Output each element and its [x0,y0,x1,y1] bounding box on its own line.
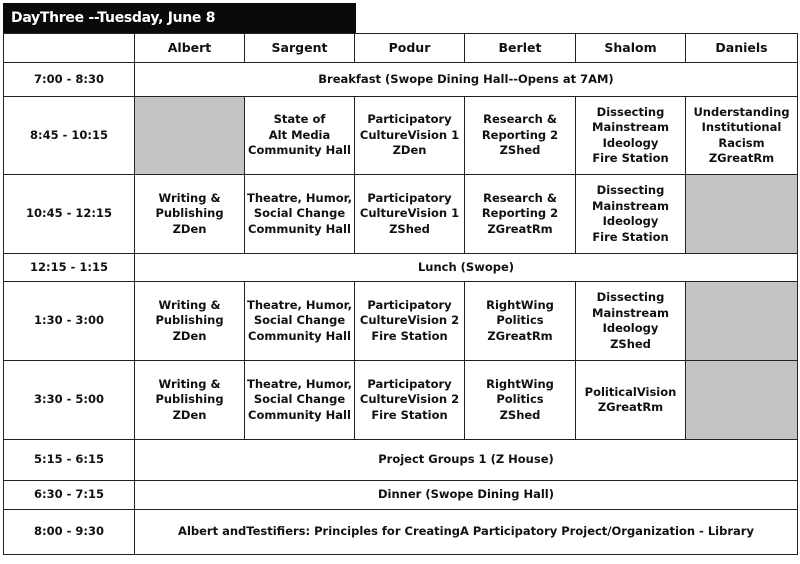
empty-slot [686,361,798,440]
session-cell [576,282,686,361]
session-text-line: Reporting 2 [481,206,559,221]
session-cell [576,97,686,175]
time-slot: 5:15 - 6:15 [4,440,135,481]
all-sessions-event: Project Groups 1 (Z House) [135,440,798,481]
session-text-line: CultureVision 2 [359,392,460,407]
session-cell [245,97,355,175]
session-text-line: ZGreatRm [597,400,664,414]
session-text-line: RightWing [486,376,554,391]
header-row [4,34,798,63]
schedule-row [4,97,798,175]
session-text-line: Theatre, Humor, [247,376,352,391]
session-text-line: Dissecting [596,290,665,304]
session-text-line: Publishing [155,206,224,221]
column-header: Shalom [576,34,686,63]
column-header: Sargent [245,34,355,63]
all-sessions-event: Lunch (Swope) [135,254,798,282]
session-text-line: ZShed [610,336,651,351]
session-text-line: Theatre, Humor, [247,190,352,205]
session-text-line: ZDen [172,407,207,422]
time-slot: 8:00 - 9:30 [4,510,135,555]
session-text-line: Fire Station [371,407,448,422]
session-cell [245,175,355,254]
schedule-row [4,510,798,555]
session-text-line: Writing & [158,190,221,205]
session-text-line: Fire Station [371,328,448,343]
session-text-line: CultureVision 1 [359,127,460,142]
all-sessions-event: Albert andTestifiers: Principles for CreatingA Participatory Project/Organization - Library [135,510,798,555]
session-text-line: ZGreatRm [708,151,775,165]
session-text-line: Politics [496,313,544,328]
session-text-line: ZGreatRm [487,328,553,343]
session-text-line: Theatre, Humor, [247,297,352,312]
schedule-row [4,254,798,282]
session-cell [355,282,465,361]
session-text-line: Publishing [155,313,224,328]
session-cell [245,361,355,440]
session-cell [465,97,576,175]
time-slot: 10:45 - 12:15 [4,175,135,254]
column-header: Daniels [686,34,798,63]
time-slot: 7:00 - 8:30 [4,63,135,97]
time-slot: 1:30 - 3:00 [4,282,135,361]
day-title: DayThree --Tuesday, June 8 [3,3,356,34]
schedule-row [4,63,798,97]
session-text-line: Racism [718,135,765,150]
session-cell [355,361,465,440]
session-text-line: ZShed [389,221,430,236]
session-text-line: Writing & [158,376,221,391]
session-cell [686,97,798,175]
session-cell [355,175,465,254]
session-text-line: Mainstream [592,120,669,134]
session-cell [135,361,245,440]
all-sessions-event: Dinner (Swope Dining Hall) [135,481,798,510]
session-text-line: Fire Station [592,151,669,165]
column-header: Podur [355,34,465,63]
session-text-line: Fire Station [592,229,669,244]
session-text-line: ZDen [392,143,427,158]
session-text-line: Mainstream [592,198,669,213]
session-text-line: Social Change [253,206,346,221]
session-text-line: ZShed [499,407,541,422]
session-text-line: Mainstream [592,305,669,320]
empty-slot [686,175,798,254]
session-text-line: ZGreatRm [487,221,553,236]
session-text-line: Institutional [701,120,782,134]
session-cell [355,97,465,175]
session-text-line: Ideology [602,321,659,335]
time-slot: 8:45 - 10:15 [4,97,135,175]
session-text-line: Community Hall [248,407,351,422]
session-cell [576,175,686,254]
session-text-line: Social Change [253,392,346,407]
session-cell [576,361,686,440]
session-text-line: Social Change [253,313,346,328]
time-slot: 3:30 - 5:00 [4,361,135,440]
session-cell [135,175,245,254]
session-cell [465,361,576,440]
session-text-line: ZShed [499,143,541,158]
session-text-line: Ideology [602,135,659,150]
session-text-line: State of [273,112,326,127]
session-text-line: Participatory [367,112,452,127]
column-header: Albert [135,34,245,63]
session-text-line: Community Hall [248,143,351,158]
session-text-line: Community Hall [248,221,351,236]
session-text-line: CultureVision 2 [359,313,460,328]
time-slot: 12:15 - 1:15 [4,254,135,282]
schedule-row [4,481,798,510]
session-cell [465,282,576,361]
session-text-line: Dissecting [596,104,665,119]
session-cell [245,282,355,361]
empty-slot [135,97,245,175]
session-text-line: Participatory [367,190,452,205]
session-text-line: Ideology [602,214,659,228]
header-corner [4,34,135,63]
session-text-line: ZDen [172,328,207,343]
time-slot: 6:30 - 7:15 [4,481,135,510]
session-cell [135,282,245,361]
session-text-line: PoliticalVision [584,384,677,399]
session-text-line: Dissecting [596,183,665,197]
session-text-line: Writing & [158,297,221,312]
session-text-line: Research & [483,190,557,205]
schedule-table [3,33,798,555]
session-text-line: Participatory [367,376,452,391]
schedule-row [4,175,798,254]
empty-slot [686,282,798,361]
session-text-line: CultureVision 1 [359,206,460,221]
session-text-line: ZDen [172,221,207,236]
session-text-line: Publishing [155,392,224,407]
column-header: Berlet [465,34,576,63]
session-text-line: Research & [483,112,557,127]
session-text-line: RightWing [486,297,554,312]
schedule-row [4,440,798,481]
session-text-line: Alt Media [268,127,331,142]
session-text-line: Reporting 2 [481,127,559,142]
session-text-line: Community Hall [248,328,351,343]
session-text-line: Understanding [693,104,790,119]
session-text-line: Participatory [367,297,452,312]
session-cell [465,175,576,254]
schedule-row [4,282,798,361]
schedule-row [4,361,798,440]
session-text-line: Politics [496,392,544,407]
all-sessions-event: Breakfast (Swope Dining Hall--Opens at 7AM) [135,63,798,97]
schedule-body [4,63,798,555]
